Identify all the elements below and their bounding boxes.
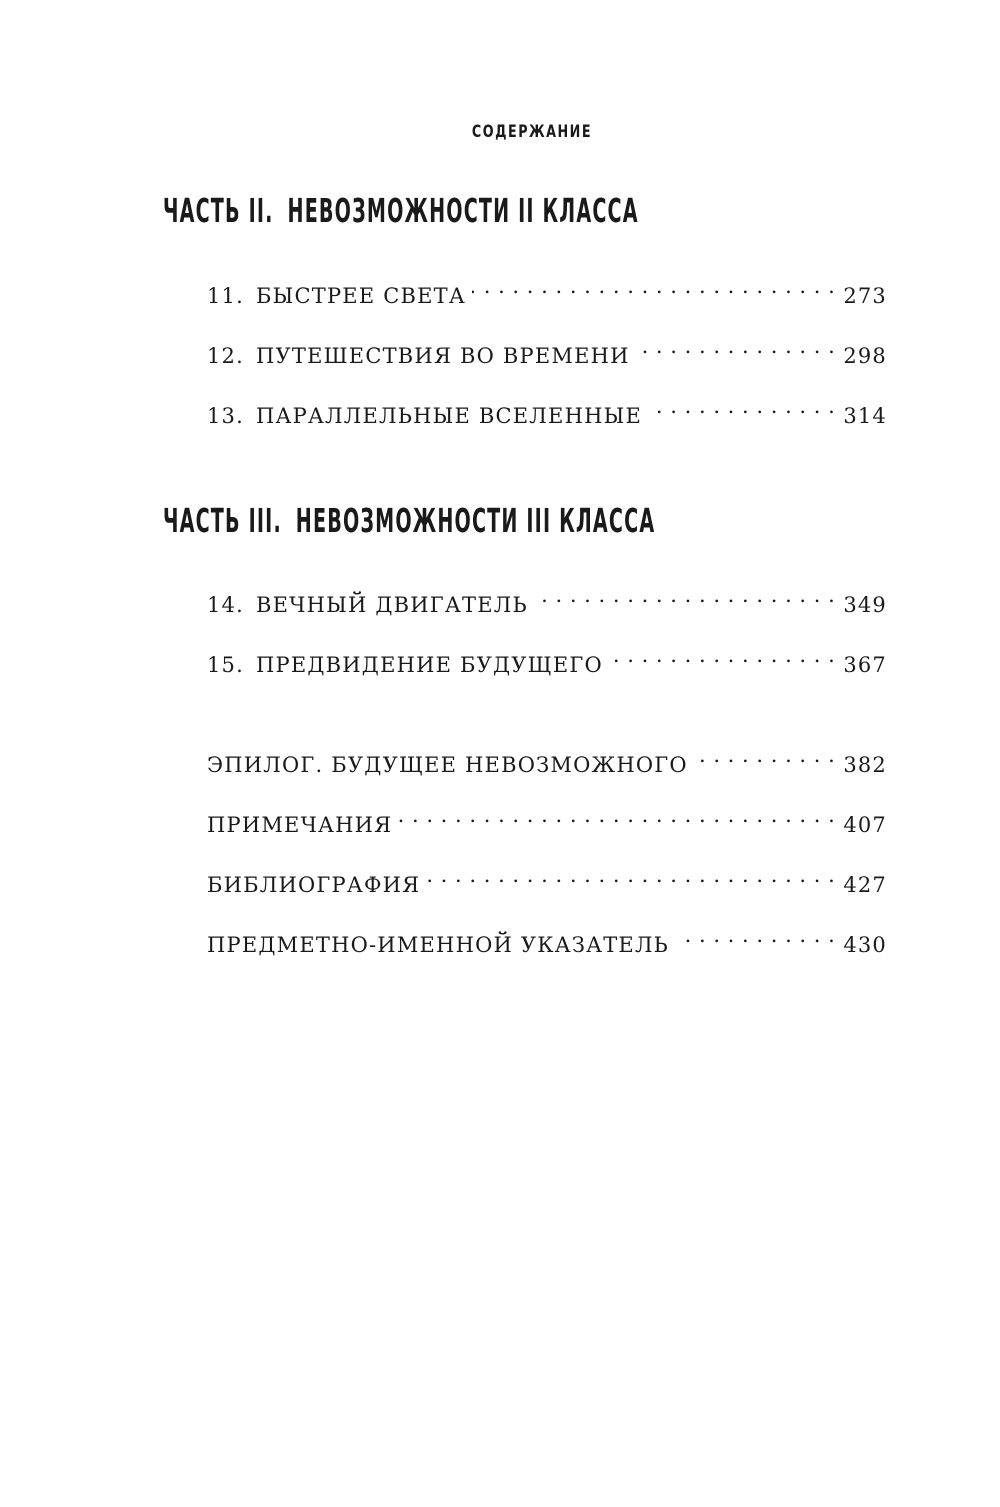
entry-title: ПРЕДМЕТНО-ИМЕННОЙ УКАЗАТЕЛЬ	[207, 933, 670, 957]
page-number: 367	[843, 653, 887, 677]
page-number: 382	[843, 753, 887, 777]
part-title: НЕВОЗМОЖНОСТИ II КЛАССА	[287, 191, 639, 230]
toc-entry-index[interactable]	[207, 918, 887, 957]
chapter-title: БЫСТРЕЕ СВЕТА	[256, 284, 466, 308]
part-title: НЕВОЗМОЖНОСТИ III КЛАССА	[295, 501, 656, 540]
toc-entry-14[interactable]	[207, 578, 887, 617]
part-label: ЧАСТЬ III.	[163, 501, 282, 540]
part-heading-2	[163, 191, 639, 231]
page-number: 273	[843, 284, 887, 308]
dot-leader	[534, 578, 836, 612]
dot-leader	[472, 269, 835, 303]
dot-leader	[398, 798, 835, 832]
part-label: ЧАСТЬ II.	[163, 191, 274, 230]
dot-leader	[694, 738, 836, 772]
chapter-number: 12.	[207, 344, 244, 368]
dot-leader	[675, 918, 835, 952]
chapter-title: ПАРАЛЛЕЛЬНЫЕ ВСЕЛЕННЫЕ	[256, 404, 642, 428]
toc-entry-epilogue[interactable]	[207, 738, 887, 777]
toc-entry-11[interactable]	[207, 269, 887, 308]
dot-leader	[426, 858, 835, 892]
toc-entry-13[interactable]	[207, 389, 887, 428]
running-head: СОДЕРЖАНИЕ	[471, 122, 593, 142]
entry-title: ПРИМЕЧАНИЯ	[207, 813, 393, 837]
entry-title: БИБЛИОГРАФИЯ	[207, 873, 421, 897]
page-number: 349	[843, 593, 887, 617]
page-number: 407	[843, 813, 887, 837]
entry-title: ЭПИЛОГ. БУДУЩЕЕ НЕВОЗМОЖНОГО	[207, 753, 688, 777]
toc-entry-15[interactable]	[207, 638, 887, 677]
part-heading-3	[163, 501, 655, 541]
dot-leader	[609, 638, 835, 672]
page-number: 298	[843, 344, 887, 368]
dot-leader	[648, 389, 835, 423]
dot-leader	[636, 329, 836, 363]
chapter-number: 14.	[207, 593, 244, 617]
chapter-number: 13.	[207, 404, 244, 428]
page-number: 314	[843, 404, 887, 428]
toc-entry-notes[interactable]	[207, 798, 887, 837]
chapter-title: ПРЕДВИДЕНИЕ БУДУЩЕГО	[256, 653, 603, 677]
page-number: 430	[843, 933, 887, 957]
toc-entry-12[interactable]	[207, 329, 887, 368]
toc-entry-bibliography[interactable]	[207, 858, 887, 897]
chapter-number: 15.	[207, 653, 244, 677]
chapter-title: ПУТЕШЕСТВИЯ ВО ВРЕМЕНИ	[256, 344, 630, 368]
chapter-number: 11.	[207, 284, 244, 308]
chapter-title: ВЕЧНЫЙ ДВИГАТЕЛЬ	[256, 593, 528, 617]
page-number: 427	[843, 873, 887, 897]
